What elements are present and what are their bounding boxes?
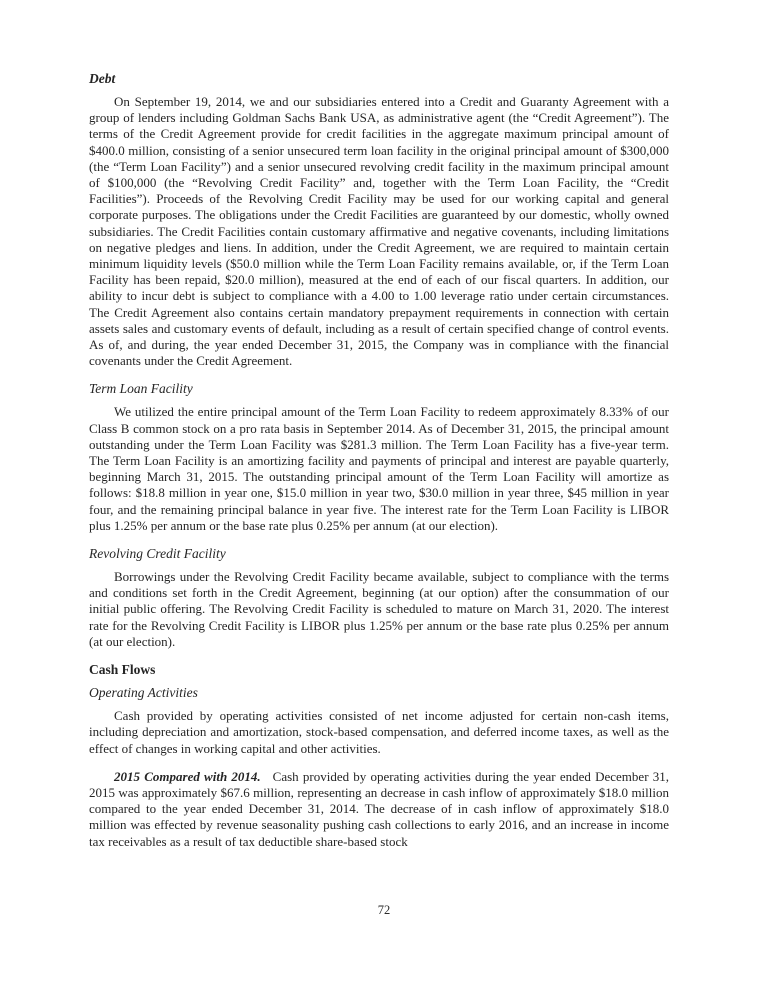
paragraph-term-loan-facility: We utilized the entire principal amount of the Term Loan Facility to redeem approximately 8.33% of our Class B common stock on a pro rata basis in September 2014. As of December 31, 2015, the principal amount outstanding under the Term Loan Facility was $281.3 million. The Term Loan Facility has a five-year term. The Term Loan Facility is an amortizing facility and payments of principal and interest are payable quarterly, beginning March 31, 2015. The outstanding principal amount of the Term Loan Facility will amortize as follows: $18.8 million in year one, $15.0 million in year two, $30.0 million in year three, $45 million in year four, and the remaining principal balance in year five. The interest rate for the Term Loan Facility is LIBOR plus 1.25% per annum or the base rate plus 0.25% per annum (at our election). [89, 404, 669, 533]
paragraph-revolving-credit-facility: Borrowings under the Revolving Credit Facility became available, subject to compliance with the terms and conditions set forth in the Credit Agreement, beginning (at our option) after the consummation of our initial public offering. The Revolving Credit Facility is scheduled to mature on March 31, 2020. The interest rate for the Revolving Credit Facility is LIBOR plus 1.25% per annum or the base rate plus 0.25% per annum (at our election). [89, 569, 669, 649]
section-heading-debt: Debt [89, 71, 116, 86]
section-heading-operating-activities: Operating Activities [89, 685, 198, 701]
section-heading-cash-flows: Cash Flows [89, 662, 156, 678]
runin-heading-2015-compared-with-2014: 2015 Compared with 2014. [114, 768, 261, 784]
paragraph-debt: On September 19, 2014, we and our subsidiaries entered into a Credit and Guaranty Agreement with a group of lenders including Goldman Sachs Bank USA, as administrative agent (the “Credit Agreement”). The terms of the Credit Agreement provide for credit facilities in the aggregate maximum principal amount of $400.0 million, consisting of a senior unsecured term loan facility in the original principal amount of $300,000 (the “Term Loan Facility”) and a senior unsecured revolving credit facility in the maximum principal amount of $100,000 (the “Revolving Credit Facility” and, together with the Term Loan Facility, the “Credit Facilities”). Proceeds of the Revolving Credit Facility may be used for our working capital and general corporate purposes. The obligations under the Credit Facilities are guaranteed by our domestic, wholly owned subsidiaries. The Credit Facilities contain customary affirmative and negative covenants, including limitations on negative pledges and liens. In addition, under the Credit Agreement, we are required to maintain certain minimum liquidity levels ($50.0 million while the Term Loan Facility remains available, or, if the Term Loan Facility has been repaid, $20.0 million), measured at the end of each of our fiscal quarters. In addition, our ability to incur debt is subject to compliance with a 4.00 to 1.00 leverage ratio under certain circumstances. The Credit Agreement also contains certain mandatory prepayment requirements in connection with certain assets sales and customary events of default, including as a result of certain specified change of control events. As of, and during, the year ended December 31, 2015, the Company was in compliance with the financial covenants under the Credit Agreement. [89, 94, 669, 369]
section-heading-term-loan-facility: Term Loan Facility [89, 381, 193, 397]
paragraph-2015-compared-with-2014 [89, 769, 669, 850]
document-content [89, 71, 669, 862]
paragraph-operating-activities: Cash provided by operating activities consisted of net income adjusted for certain non-cash items, including depreciation and amortization, stock-based compensation, and deferred income taxes, as well as the effect of changes in working capital and other activities. [89, 708, 669, 756]
paragraph-2015-compared-with-2014-text: Cash provided by operating activities during the year ended December 31, 2015 was approximately $67.6 million, representing an decrease in cash inflow of approximately $18.0 million compared to the year ended December 31, 2014. The decrease of in cash inflow of approximately $18.0 million was effected by revenue seasonality pushing cash collections to early 2016, and an increase in income tax receivables as a result of tax deductible share-based stock [89, 768, 669, 849]
section-heading-revolving-credit-facility: Revolving Credit Facility [89, 546, 226, 562]
page-number: 72 [377, 903, 391, 917]
